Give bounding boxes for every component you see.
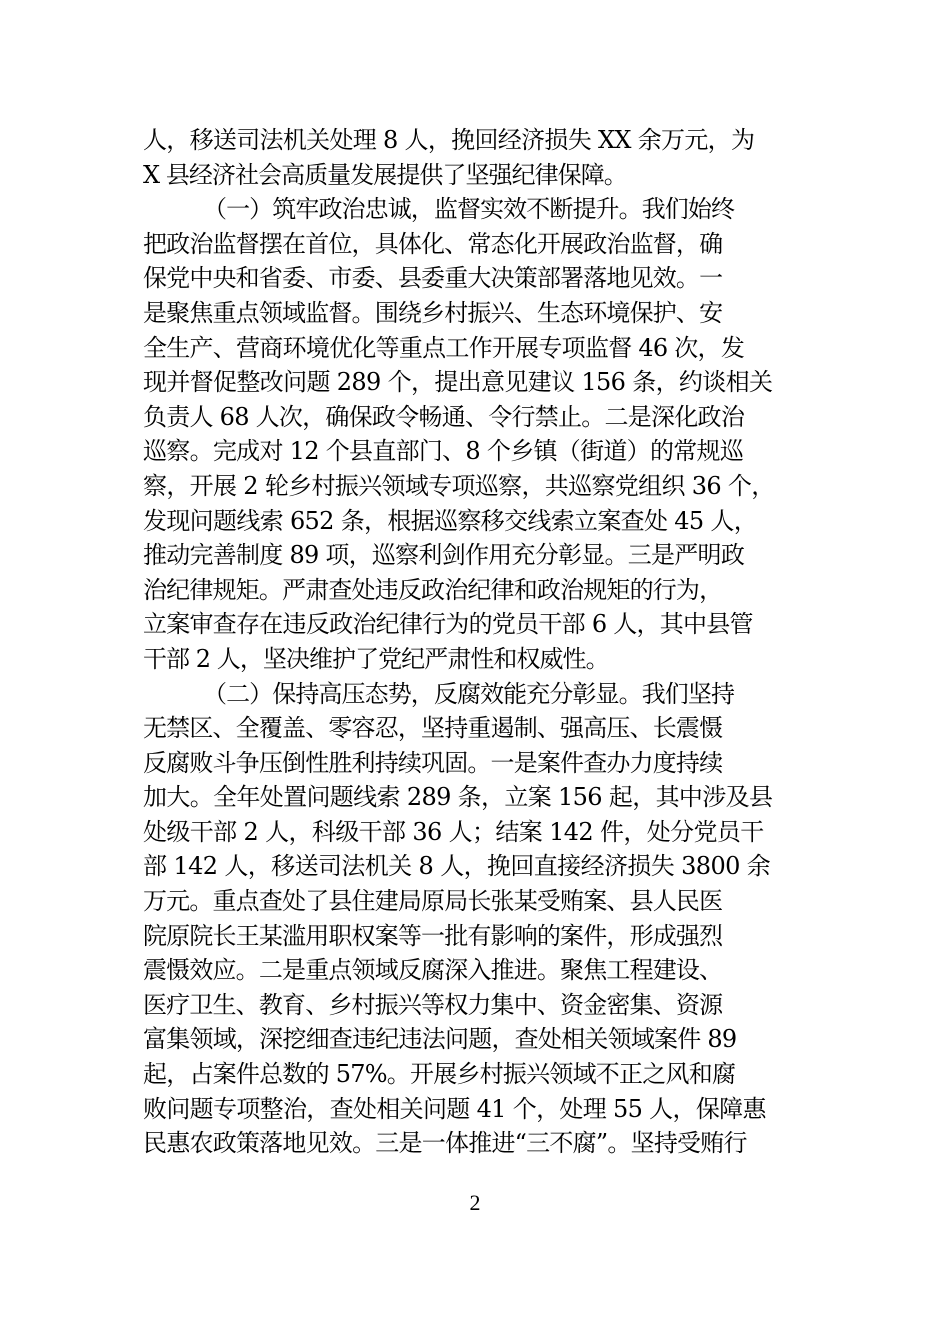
text-line: 败问题专项整治，查处相关问题 41 个，处理 55 人，保障惠 — [143, 1094, 766, 1123]
text-line: 起，占案件总数的 57%。开展乡村振兴领域不正之风和腐 — [143, 1060, 736, 1089]
text-line: 察，开展 2 轮乡村振兴领域专项巡察，共巡察党组织 36 个， — [143, 471, 775, 500]
text-line: 巡察。完成对 12 个县直部门、8 个乡镇（街道）的常规巡 — [143, 437, 744, 466]
paragraph-first-line: （二）保持高压态势，反腐效能充分彰显。我们坚持 — [203, 679, 735, 708]
text-line: 院原院长王某滥用职权案等一批有影响的案件，形成强烈 — [143, 921, 723, 950]
text-line: 发现问题线索 652 条，根据巡察移交线索立案查处 45 人， — [143, 506, 758, 535]
text-line: 处级干部 2 人，科级干部 36 人；结案 142 件，处分党员干 — [143, 817, 764, 846]
text-line: 干部 2 人，坚决维护了党纪严肃性和权威性。 — [143, 644, 609, 673]
text-line: 震慑效应。二是重点领域反腐深入推进。聚焦工程建设、 — [143, 956, 723, 985]
text-line: 现并督促整改问题 289 个，提出意见建议 156 条，约谈相关 — [143, 368, 773, 397]
text-line: 医疗卫生、教育、乡村振兴等权力集中、资金密集、资源 — [143, 990, 723, 1019]
text-line: 无禁区、全覆盖、零容忍，坚持重遏制、强高压、长震慑 — [143, 714, 723, 743]
text-line: 推动完善制度 89 项，巡察利剑作用充分彰显。三是严明政 — [143, 541, 745, 570]
paragraph-first-line: （一）筑牢政治忠诚，监督实效不断提升。我们始终 — [203, 195, 735, 224]
text-line: 全生产、营商环境优化等重点工作开展专项监督 46 次，发 — [143, 333, 745, 362]
text-line: 反腐败斗争压倒性胜利持续巩固。一是案件查办力度持续 — [143, 748, 723, 777]
text-line: 民惠农政策落地见效。三是一体推进“三不腐”。坚持受贿行 — [143, 1129, 747, 1158]
text-line: 人，移送司法机关处理 8 人，挽回经济损失 XX 余万元，为 — [143, 126, 755, 154]
text-line: 负责人 68 人次，确保政令畅通、令行禁止。二是深化政治 — [143, 402, 745, 431]
text-line: 万元。重点查处了县住建局原局长张某受贿案、县人民医 — [143, 887, 723, 916]
text-line: 把政治监督摆在首位，具体化、常态化开展政治监督，确 — [143, 229, 723, 258]
text-line: 是聚焦重点领域监督。围绕乡村振兴、生态环境保护、安 — [143, 298, 723, 327]
text-line: 部 142 人，移送司法机关 8 人，挽回直接经济损失 3800 余 — [143, 852, 771, 881]
text-line: X 县经济社会高质量发展提供了坚强纪律保障。 — [143, 160, 627, 189]
text-line: 加大。全年处置问题线索 289 条，立案 156 起，其中涉及县 — [143, 783, 773, 812]
text-line: 富集领域，深挖细查违纪违法问题，查处相关领域案件 89 — [143, 1025, 737, 1054]
body-text — [143, 123, 843, 1161]
text-line: 保党中央和省委、市委、县委重大决策部署落地见效。一 — [143, 264, 723, 293]
page-number: 2 — [469, 1190, 481, 1215]
text-line: 治纪律规矩。严肃查处违反政治纪律和政治规矩的行为， — [143, 575, 723, 604]
text-line: 立案审查存在违反政治纪律行为的党员干部 6 人，其中县管 — [143, 610, 753, 639]
